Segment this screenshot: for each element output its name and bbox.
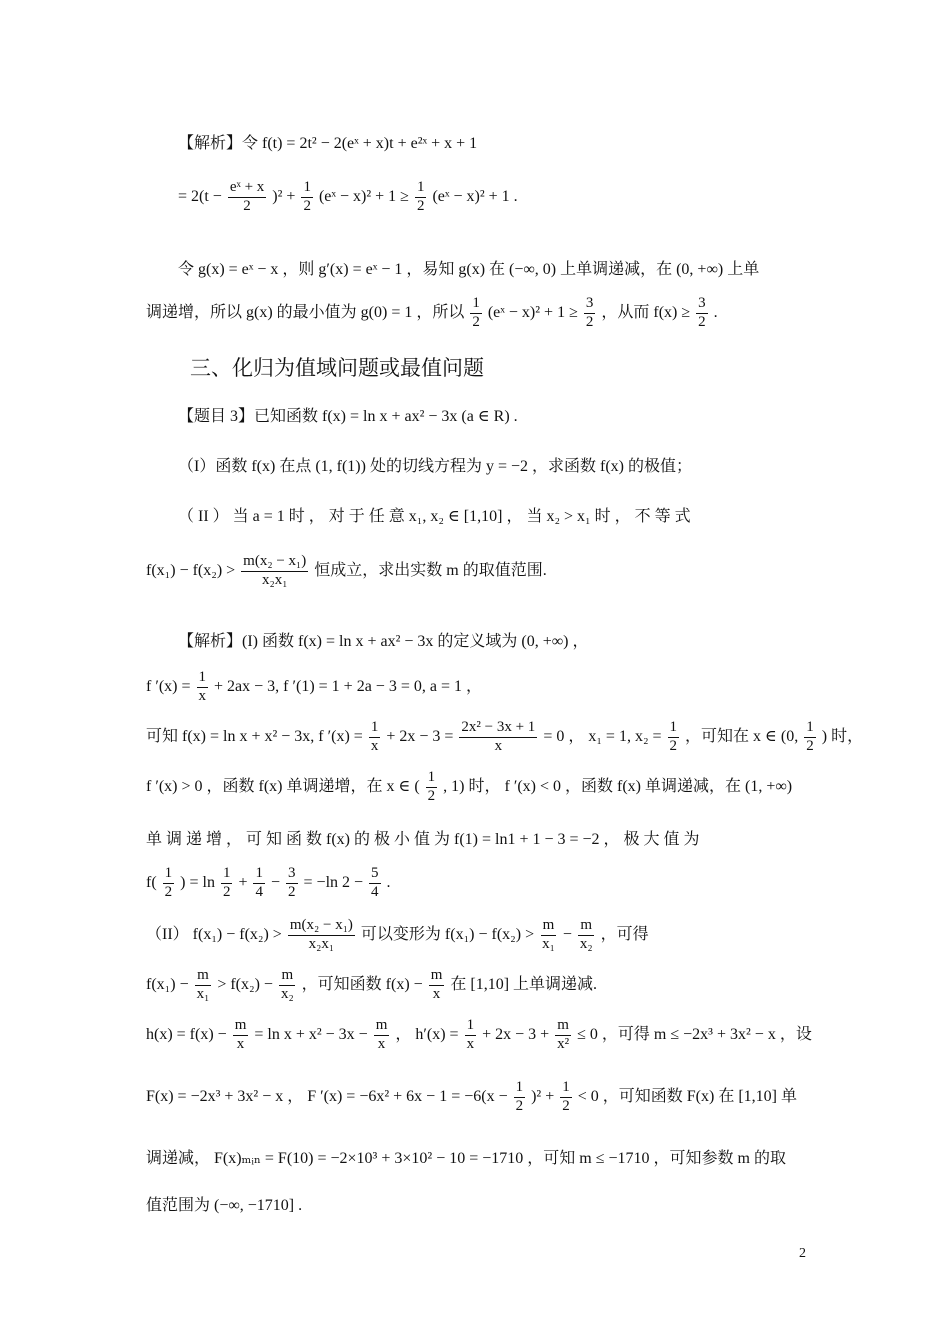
fraction: [374, 1018, 390, 1053]
fraction: [804, 720, 816, 755]
denominator: 2: [515, 1097, 524, 1114]
numerator: eˣ + x: [228, 180, 266, 198]
text: = 2(t −: [178, 187, 226, 205]
fraction: [696, 296, 708, 331]
solution2-line-4: [146, 770, 792, 805]
text: ，可知函数 f(x) −: [301, 975, 427, 993]
text: ) = ln: [180, 873, 219, 891]
numerator: m: [279, 968, 295, 986]
text: ) 时，: [821, 727, 864, 745]
fraction: [253, 866, 265, 901]
text: ，可得: [600, 925, 649, 943]
numerator: m: [374, 1018, 390, 1036]
problem-line-2: [178, 453, 692, 476]
text: f(x₁) −: [146, 975, 193, 993]
page-number: 2: [799, 1246, 806, 1261]
denominator: x: [466, 1035, 475, 1052]
numerator: 1: [369, 720, 381, 738]
fraction: [470, 296, 482, 331]
solution-line-2: [178, 180, 518, 215]
text: ，可知在 x ∈ (0,: [685, 727, 803, 745]
fraction: [514, 1080, 526, 1115]
text: (eˣ − x)² + 1 .: [432, 187, 518, 205]
solution-line-1: [178, 130, 477, 153]
solution2-line-1: [178, 628, 588, 651]
fraction: [228, 180, 266, 215]
fraction: [233, 1018, 249, 1053]
solution2-line-7: [146, 918, 649, 953]
text: 调递减， F(x)ₘᵢₙ = F(10) = −2×10³ + 3×10² − 10 = −1710 ，可知 m ≤ −1710 ，可知参数 m 的取: [146, 1150, 786, 1167]
text: ， h′(x) =: [395, 1025, 463, 1043]
numerator: 1: [301, 180, 313, 198]
text: （II） f(x₁) − f(x₂) >: [146, 925, 286, 943]
fraction: [459, 720, 537, 755]
solution2-line-3: [146, 720, 863, 755]
fraction: [163, 866, 175, 901]
denominator: 2: [243, 197, 251, 214]
denominator: x²: [557, 1035, 570, 1052]
text: −: [562, 925, 576, 943]
denominator: x: [432, 985, 441, 1002]
numerator: m: [555, 1018, 571, 1036]
numerator: m(x₂ − x₁): [241, 554, 308, 572]
text: −: [270, 873, 285, 891]
problem-line-4: [146, 554, 547, 589]
numerator: 1: [804, 720, 816, 738]
text: 【题目 3】已知函数 f(x) = ln x + ax² − 3x (a ∈ R) .: [178, 408, 518, 425]
denominator: x: [494, 737, 503, 754]
solution2-line-2: [146, 670, 482, 705]
numerator: m: [233, 1018, 249, 1036]
denominator: 2: [698, 313, 706, 330]
fraction: [369, 720, 381, 755]
denominator: 2: [416, 197, 425, 214]
section-heading: [190, 352, 484, 382]
text: = ln x + x² − 3x −: [254, 1025, 372, 1043]
text: )² +: [272, 187, 300, 205]
text: .: [713, 303, 718, 321]
fraction: [288, 918, 355, 953]
denominator: 2: [222, 883, 231, 900]
numerator: 3: [286, 866, 298, 884]
fraction: [578, 918, 595, 953]
text: = 0 ， x₁ = 1, x₂ =: [543, 727, 666, 745]
text: )² +: [531, 1087, 559, 1105]
text: （ II ） 当 a = 1 时 ， 对 于 任 意 x₁, x₂ ∈ [1,10] ， 当 x₂ > x₁ 时 ， 不 等 式: [178, 508, 691, 525]
fraction: [221, 866, 233, 901]
text: 可以变形为 f(x₁) − f(x₂) >: [360, 925, 539, 943]
fraction: [301, 180, 313, 215]
fraction: [426, 770, 438, 805]
denominator: x: [377, 1035, 386, 1052]
solution-line-3: [178, 256, 759, 279]
text: f ′(x) =: [146, 677, 195, 695]
text: +: [238, 873, 252, 891]
numerator: 2x² − 3x + 1: [459, 720, 537, 738]
numerator: 1: [426, 770, 438, 788]
solution-line-4: [146, 296, 718, 331]
text: ，从而 f(x) ≥: [601, 303, 695, 321]
numerator: 1: [668, 720, 680, 738]
text: + 2ax − 3, f ′(1) = 1 + 2a − 3 = 0, a = 1 ，: [214, 677, 482, 695]
denominator: 2: [288, 883, 296, 900]
fraction: [555, 1018, 571, 1053]
text: 值范围为 (−∞, −1710] .: [146, 1197, 303, 1214]
text: (eˣ − x)² + 1 ≥: [318, 187, 413, 205]
text: 恒成立，求出实数 m 的取值范围.: [314, 561, 547, 579]
solution2-line-5: [146, 826, 700, 849]
text: + 2x − 3 =: [386, 727, 458, 745]
numerator: m(x₂ − x₁): [288, 918, 355, 936]
denominator: x₂x₁: [261, 571, 288, 588]
denominator: x: [236, 1035, 245, 1052]
solution2-line-9: [146, 1018, 812, 1053]
numerator: 1: [470, 296, 482, 314]
fraction: [286, 866, 298, 901]
denominator: 4: [371, 883, 379, 900]
text: f ′(x) > 0 ，函数 f(x) 单调递增，在 x ∈ (: [146, 777, 420, 795]
text: 调递增，所以 g(x) 的最小值为 g(0) = 1 ，所以: [146, 303, 469, 321]
denominator: 4: [255, 883, 263, 900]
text: 【解析】(I) 函数 f(x) = ln x + ax² − 3x 的定义域为 (0, +∞) ，: [178, 633, 589, 650]
denominator: x₁: [196, 985, 210, 1002]
fraction: [560, 1080, 572, 1115]
text: （I）函数 f(x) 在点 (1, f(1)) 处的切线方程为 y = −2 ，求函数 f(x) 的极值；: [178, 458, 692, 475]
denominator: x₁: [542, 935, 555, 952]
text: , 1) 时， f ′(x) < 0 ，函数 f(x) 单调递减，在 (1, +∞): [443, 777, 793, 795]
numerator: 1: [221, 866, 233, 884]
denominator: 2: [164, 883, 173, 900]
numerator: m: [578, 918, 594, 936]
fraction: [241, 554, 308, 589]
text: 单 调 递 增 ， 可 知 函 数 f(x) 的 极 小 值 为 f(1) = ln1 + 1 − 3 = −2 ， 极 大 值 为: [146, 831, 700, 848]
solution2-line-12: [146, 1192, 302, 1215]
numerator: 1: [465, 1018, 477, 1036]
numerator: m: [195, 968, 211, 986]
solution2-line-8: [146, 968, 597, 1003]
denominator: x₂: [579, 935, 593, 952]
numerator: 1: [253, 866, 265, 884]
text: = −ln 2 −: [303, 873, 368, 891]
numerator: 5: [369, 866, 381, 884]
denominator: x: [370, 737, 379, 754]
denominator: 2: [585, 313, 594, 330]
denominator: 2: [669, 737, 678, 754]
text: ≤ 0 ，可得 m ≤ −2x³ + 3x² − x ，设: [577, 1025, 812, 1043]
numerator: 1: [514, 1080, 526, 1098]
numerator: 1: [163, 866, 175, 884]
numerator: 1: [197, 670, 209, 688]
numerator: 3: [584, 296, 596, 314]
denominator: x₂x₁: [308, 935, 335, 952]
text: + 2x − 3 +: [482, 1025, 554, 1043]
text: > f(x₂) −: [217, 975, 277, 993]
fraction: [540, 918, 557, 953]
fraction: [429, 968, 445, 1003]
denominator: 2: [806, 737, 814, 754]
solution2-line-10: [146, 1080, 797, 1115]
fraction: [415, 180, 427, 215]
fraction: [668, 720, 680, 755]
numerator: 3: [696, 296, 708, 314]
text: 【解析】令 f(t) = 2t² − 2(eˣ + x)t + e²ˣ + x + 1: [178, 135, 478, 152]
text: 可知 f(x) = ln x + x² − 3x, f ′(x) =: [146, 727, 367, 745]
text: 在 [1,10] 上单调递减.: [450, 975, 598, 993]
numerator: m: [541, 918, 557, 936]
solution2-line-6: [146, 866, 391, 901]
text: f(x₁) − f(x₂) >: [146, 561, 240, 579]
text: h(x) = f(x) −: [146, 1025, 231, 1043]
denominator: x: [198, 687, 207, 704]
fraction: [465, 1018, 477, 1053]
denominator: 2: [472, 313, 480, 330]
text: f(: [146, 873, 157, 891]
denominator: x₂: [280, 985, 294, 1002]
fraction: [279, 968, 296, 1003]
numerator: m: [429, 968, 445, 986]
text: .: [386, 873, 391, 891]
fraction: [584, 296, 596, 331]
denominator: 2: [427, 787, 436, 804]
text: (eˣ − x)² + 1 ≥: [487, 303, 582, 321]
denominator: 2: [562, 1097, 570, 1114]
text: F(x) = −2x³ + 3x² − x ， F ′(x) = −6x² + 6x − 1 = −6(x −: [146, 1087, 512, 1105]
heading-text: 三、化归为值域问题或最值问题: [190, 356, 484, 380]
denominator: 2: [303, 197, 311, 214]
numerator: 1: [560, 1080, 572, 1098]
solution2-line-11: [146, 1145, 786, 1168]
text: 令 g(x) = eˣ − x ，则 g′(x) = eˣ − 1 ，易知 g(x) 在 (−∞, 0) 上单调递减，在 (0, +∞) 上单: [178, 261, 760, 278]
fraction: [197, 670, 209, 705]
problem-line-3: [178, 503, 691, 526]
text: < 0 ，可知函数 F(x) 在 [1,10] 单: [577, 1087, 797, 1105]
fraction: [369, 866, 381, 901]
problem-line-1: [178, 403, 518, 426]
numerator: 1: [415, 180, 427, 198]
fraction: [195, 968, 212, 1003]
